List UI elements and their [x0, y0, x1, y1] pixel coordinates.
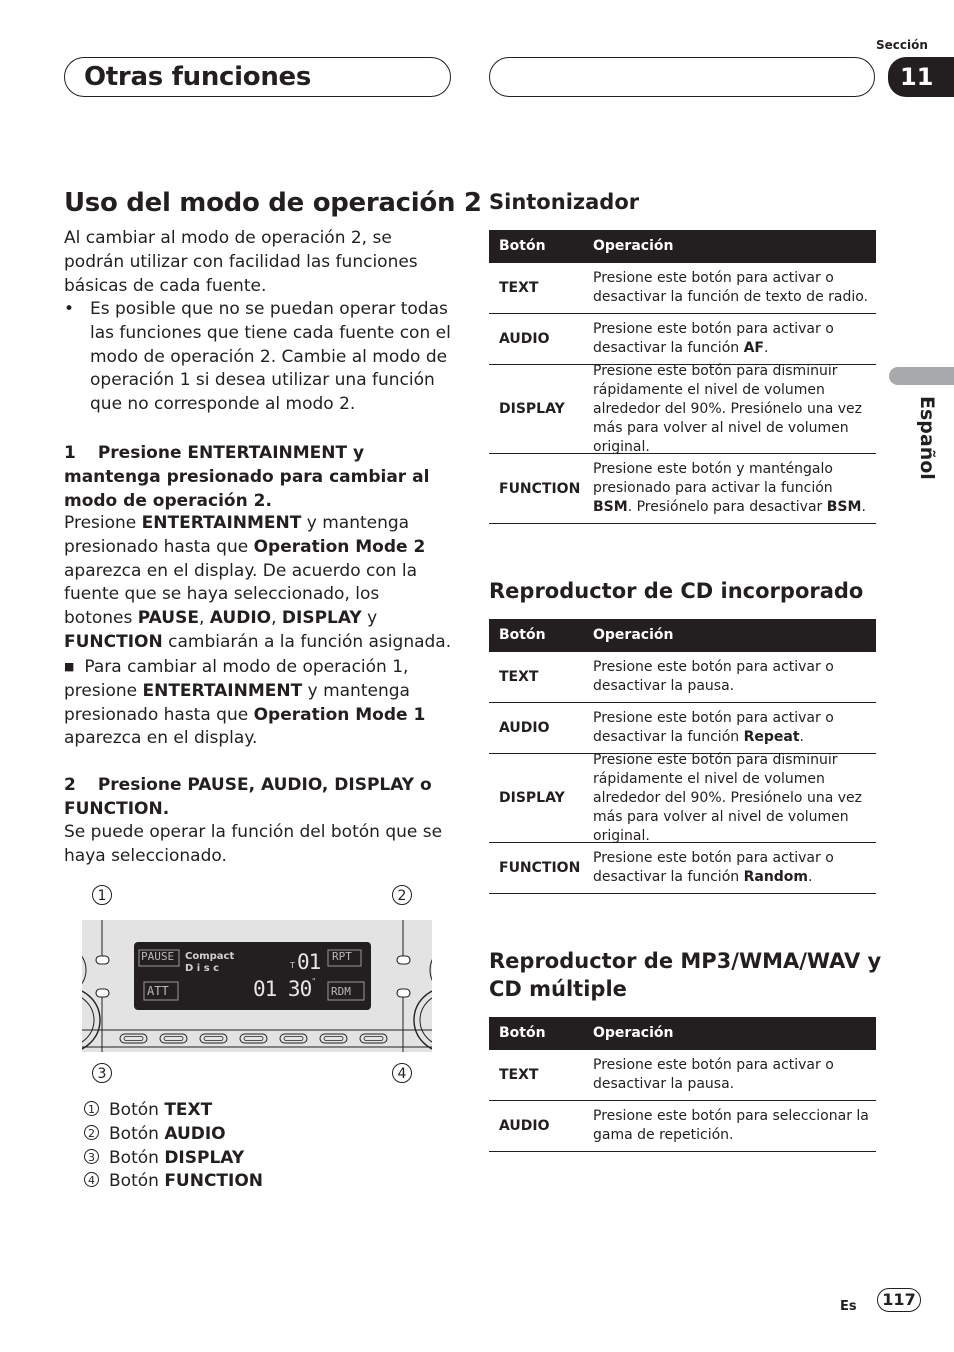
text-segment: cambiarán a la función asignada.	[162, 631, 452, 652]
display-elapsed-time: 01 30	[253, 977, 312, 1001]
row-operation	[593, 1101, 870, 1151]
language-tab	[914, 396, 938, 486]
col-header-button: Botón	[499, 1025, 546, 1041]
caption-button-name: AUDIO	[164, 1124, 226, 1144]
text-segment: Presione este botón para activar o desactivar la pausa.	[593, 1057, 834, 1092]
text-segment: .	[799, 729, 804, 745]
text-bold: Operation Mode 2	[253, 536, 426, 557]
step-1-subnote	[64, 655, 452, 751]
col-header-operation: Operación	[593, 627, 674, 643]
table-row	[489, 1050, 876, 1101]
display-att-label: ATT	[147, 984, 169, 998]
col-header-operation: Operación	[593, 238, 674, 254]
display-pause-label: PAUSE	[141, 950, 175, 963]
text-segment: Presione este botón para activar o desactivar la función	[593, 710, 834, 745]
row-operation	[593, 652, 870, 702]
page-title: Uso del modo de operación 2	[64, 188, 482, 218]
text-bold: ENTERTAINMENT	[141, 513, 302, 533]
caption-item	[84, 1123, 226, 1147]
table-header	[489, 230, 876, 263]
table-mp3-multi-cd	[489, 1017, 876, 1152]
text-segment: .	[861, 499, 866, 515]
row-operation	[593, 703, 870, 753]
text-segment: y	[361, 608, 378, 629]
callout-2: 2	[392, 885, 412, 905]
text-segment: Presione este botón y manténgalo presionado para activar la función	[593, 461, 833, 496]
table-row	[489, 362, 876, 455]
row-button: AUDIO	[499, 1118, 550, 1134]
caption-button-name: TEXT	[164, 1100, 213, 1120]
table-row	[489, 1101, 876, 1152]
row-button: TEXT	[499, 280, 539, 296]
row-button: TEXT	[499, 669, 539, 685]
row-button: DISPLAY	[499, 790, 565, 806]
row-button: AUDIO	[499, 720, 550, 736]
step-1-title-text: Presione ENTERTAINMENT y mantenga presionado para cambiar al modo de operación 2.	[64, 443, 430, 511]
text-bold: ENTERTAINMENT	[142, 680, 303, 701]
text-segment: Presione	[64, 513, 142, 533]
callout-3: 3	[92, 1063, 112, 1083]
page-number: 117	[877, 1288, 921, 1312]
table-row	[489, 652, 876, 703]
square-marker: ■	[64, 660, 75, 673]
text-bold: Operation Mode 1	[253, 704, 426, 725]
step-1-title	[64, 441, 452, 513]
table-2-heading: Reproductor de CD incorporado	[489, 579, 864, 603]
language-tab-marker	[889, 367, 954, 385]
caption-prefix: Botón	[109, 1148, 165, 1168]
footer-language-code: Es	[840, 1299, 857, 1314]
step-2-title-text: Presione PAUSE, AUDIO, DISPLAY o FUNCTION.	[64, 775, 432, 819]
display-track-prefix: T	[290, 961, 295, 970]
bullet-marker: •	[64, 299, 75, 319]
text-bold: Repeat	[743, 729, 800, 745]
table-row	[489, 843, 876, 894]
table-3-heading: Reproductor de MP3/WMA/WAV y CD múltiple	[489, 949, 882, 1001]
row-button: DISPLAY	[499, 401, 565, 417]
note-text: Es posible que no se puedan operar todas las funciones que tiene cada fuente con el modo de operación 2. Cambie al modo de operación 1 si desea utilizar una función que no corresponde al modo 2.	[90, 299, 451, 415]
row-operation	[593, 1050, 870, 1100]
display-track-number: 01	[297, 950, 321, 974]
table-header	[489, 1017, 876, 1050]
row-operation	[593, 751, 870, 844]
row-operation	[593, 362, 870, 455]
step-1-text	[64, 512, 452, 655]
section-label: Sección	[876, 38, 928, 52]
caption-number: 1	[84, 1101, 99, 1116]
text-segment: ,	[198, 608, 210, 629]
callout-1: 1	[92, 885, 112, 905]
row-operation	[593, 263, 870, 313]
header-title: Otras funciones	[84, 62, 312, 92]
row-button: FUNCTION	[499, 480, 581, 497]
text-bold: BSM	[826, 499, 862, 515]
caption-item	[84, 1099, 212, 1123]
caption-item	[84, 1147, 244, 1171]
text-segment: .	[808, 869, 813, 885]
text-bold: Random	[743, 869, 809, 885]
text-bold: AUDIO	[209, 608, 272, 629]
text-segment: aparezca en el display. De acuerdo con la fuente que se haya seleccionado, los botones	[64, 560, 418, 629]
head-unit-illustration	[82, 920, 432, 1052]
text-bold: FUNCTION	[64, 631, 163, 652]
step-2-number: 2	[64, 775, 76, 795]
caption-item	[84, 1170, 263, 1194]
caption-number: 3	[84, 1149, 99, 1164]
display-time-mark: "	[312, 977, 316, 986]
row-button: FUNCTION	[499, 860, 581, 876]
caption-prefix: Botón	[109, 1100, 165, 1120]
text-segment: Presione este botón para seleccionar la gama de repetición.	[593, 1108, 869, 1143]
row-operation	[593, 314, 870, 364]
header-right-frame	[489, 57, 875, 97]
row-operation	[593, 454, 870, 523]
step-2-title	[64, 773, 452, 821]
text-segment: Presione este botón para activar o desactivar la función de texto de radio.	[593, 270, 869, 305]
caption-number: 2	[84, 1125, 99, 1140]
callout-4: 4	[392, 1063, 412, 1083]
row-button: TEXT	[499, 1067, 539, 1083]
intro-paragraph: Al cambiar al modo de operación 2, se podrán utilizar con facilidad las funciones básicas de cada fuente.	[64, 228, 418, 296]
text-segment: Presione este botón para disminuir rápidamente el nivel de volumen alrededor del 90%. Presiónelo una vez más para volver al nivel de volumen original.	[593, 362, 862, 455]
display-disc-label: D i s c	[185, 963, 220, 974]
text-segment: Presione este botón para disminuir rápidamente el nivel de volumen alrededor del 90%. Presiónelo una vez más para volver al nivel de volumen original.	[593, 751, 862, 844]
text-segment: Presione este botón para activar o desactivar la función	[593, 850, 834, 885]
table-row	[489, 751, 876, 844]
text-segment: Presione este botón para activar o desactivar la pausa.	[593, 659, 834, 694]
display-compact-label: Compact	[185, 951, 235, 962]
table-row	[489, 314, 876, 365]
text-segment: ,	[271, 608, 282, 629]
text-segment: Presione este botón para activar o desactivar la función	[593, 321, 834, 356]
display-rdm-label: RDM	[331, 985, 351, 998]
text-bold: AF	[743, 340, 764, 356]
text-segment: .	[764, 340, 769, 356]
text-segment: y mantenga presionado hasta que	[64, 680, 410, 725]
row-button: AUDIO	[499, 331, 550, 347]
text-segment: . Presiónelo para desactivar	[627, 499, 827, 515]
section-number: 11	[888, 57, 954, 97]
caption-button-name: DISPLAY	[164, 1148, 245, 1168]
col-header-button: Botón	[499, 627, 546, 643]
table-row	[489, 703, 876, 754]
caption-number: 4	[84, 1172, 99, 1187]
col-header-operation: Operación	[593, 1025, 674, 1041]
step-1-number: 1	[64, 443, 76, 463]
caption-prefix: Botón	[109, 1171, 165, 1191]
text-bold: DISPLAY	[281, 608, 362, 629]
table-row	[489, 454, 876, 524]
text-bold: PAUSE	[137, 608, 199, 629]
table-header	[489, 619, 876, 652]
caption-prefix: Botón	[109, 1124, 165, 1144]
col-header-button: Botón	[499, 238, 546, 254]
row-operation	[593, 843, 870, 893]
text-segment: y mantenga presionado hasta que	[64, 513, 410, 557]
table-tuner	[489, 230, 876, 524]
text-segment: Para cambiar al modo de operación 1, presione	[64, 657, 409, 701]
caption-button-name: FUNCTION	[164, 1171, 264, 1191]
table-1-heading: Sintonizador	[489, 190, 640, 214]
table-cd-player	[489, 619, 876, 894]
table-row	[489, 263, 876, 314]
text-segment: aparezca en el display.	[64, 728, 258, 749]
language-label: Español	[916, 396, 938, 480]
step-2-text: Se puede operar la función del botón que se haya seleccionado.	[64, 822, 443, 866]
text-bold: BSM	[593, 499, 628, 515]
display-rpt-label: RPT	[332, 950, 352, 963]
